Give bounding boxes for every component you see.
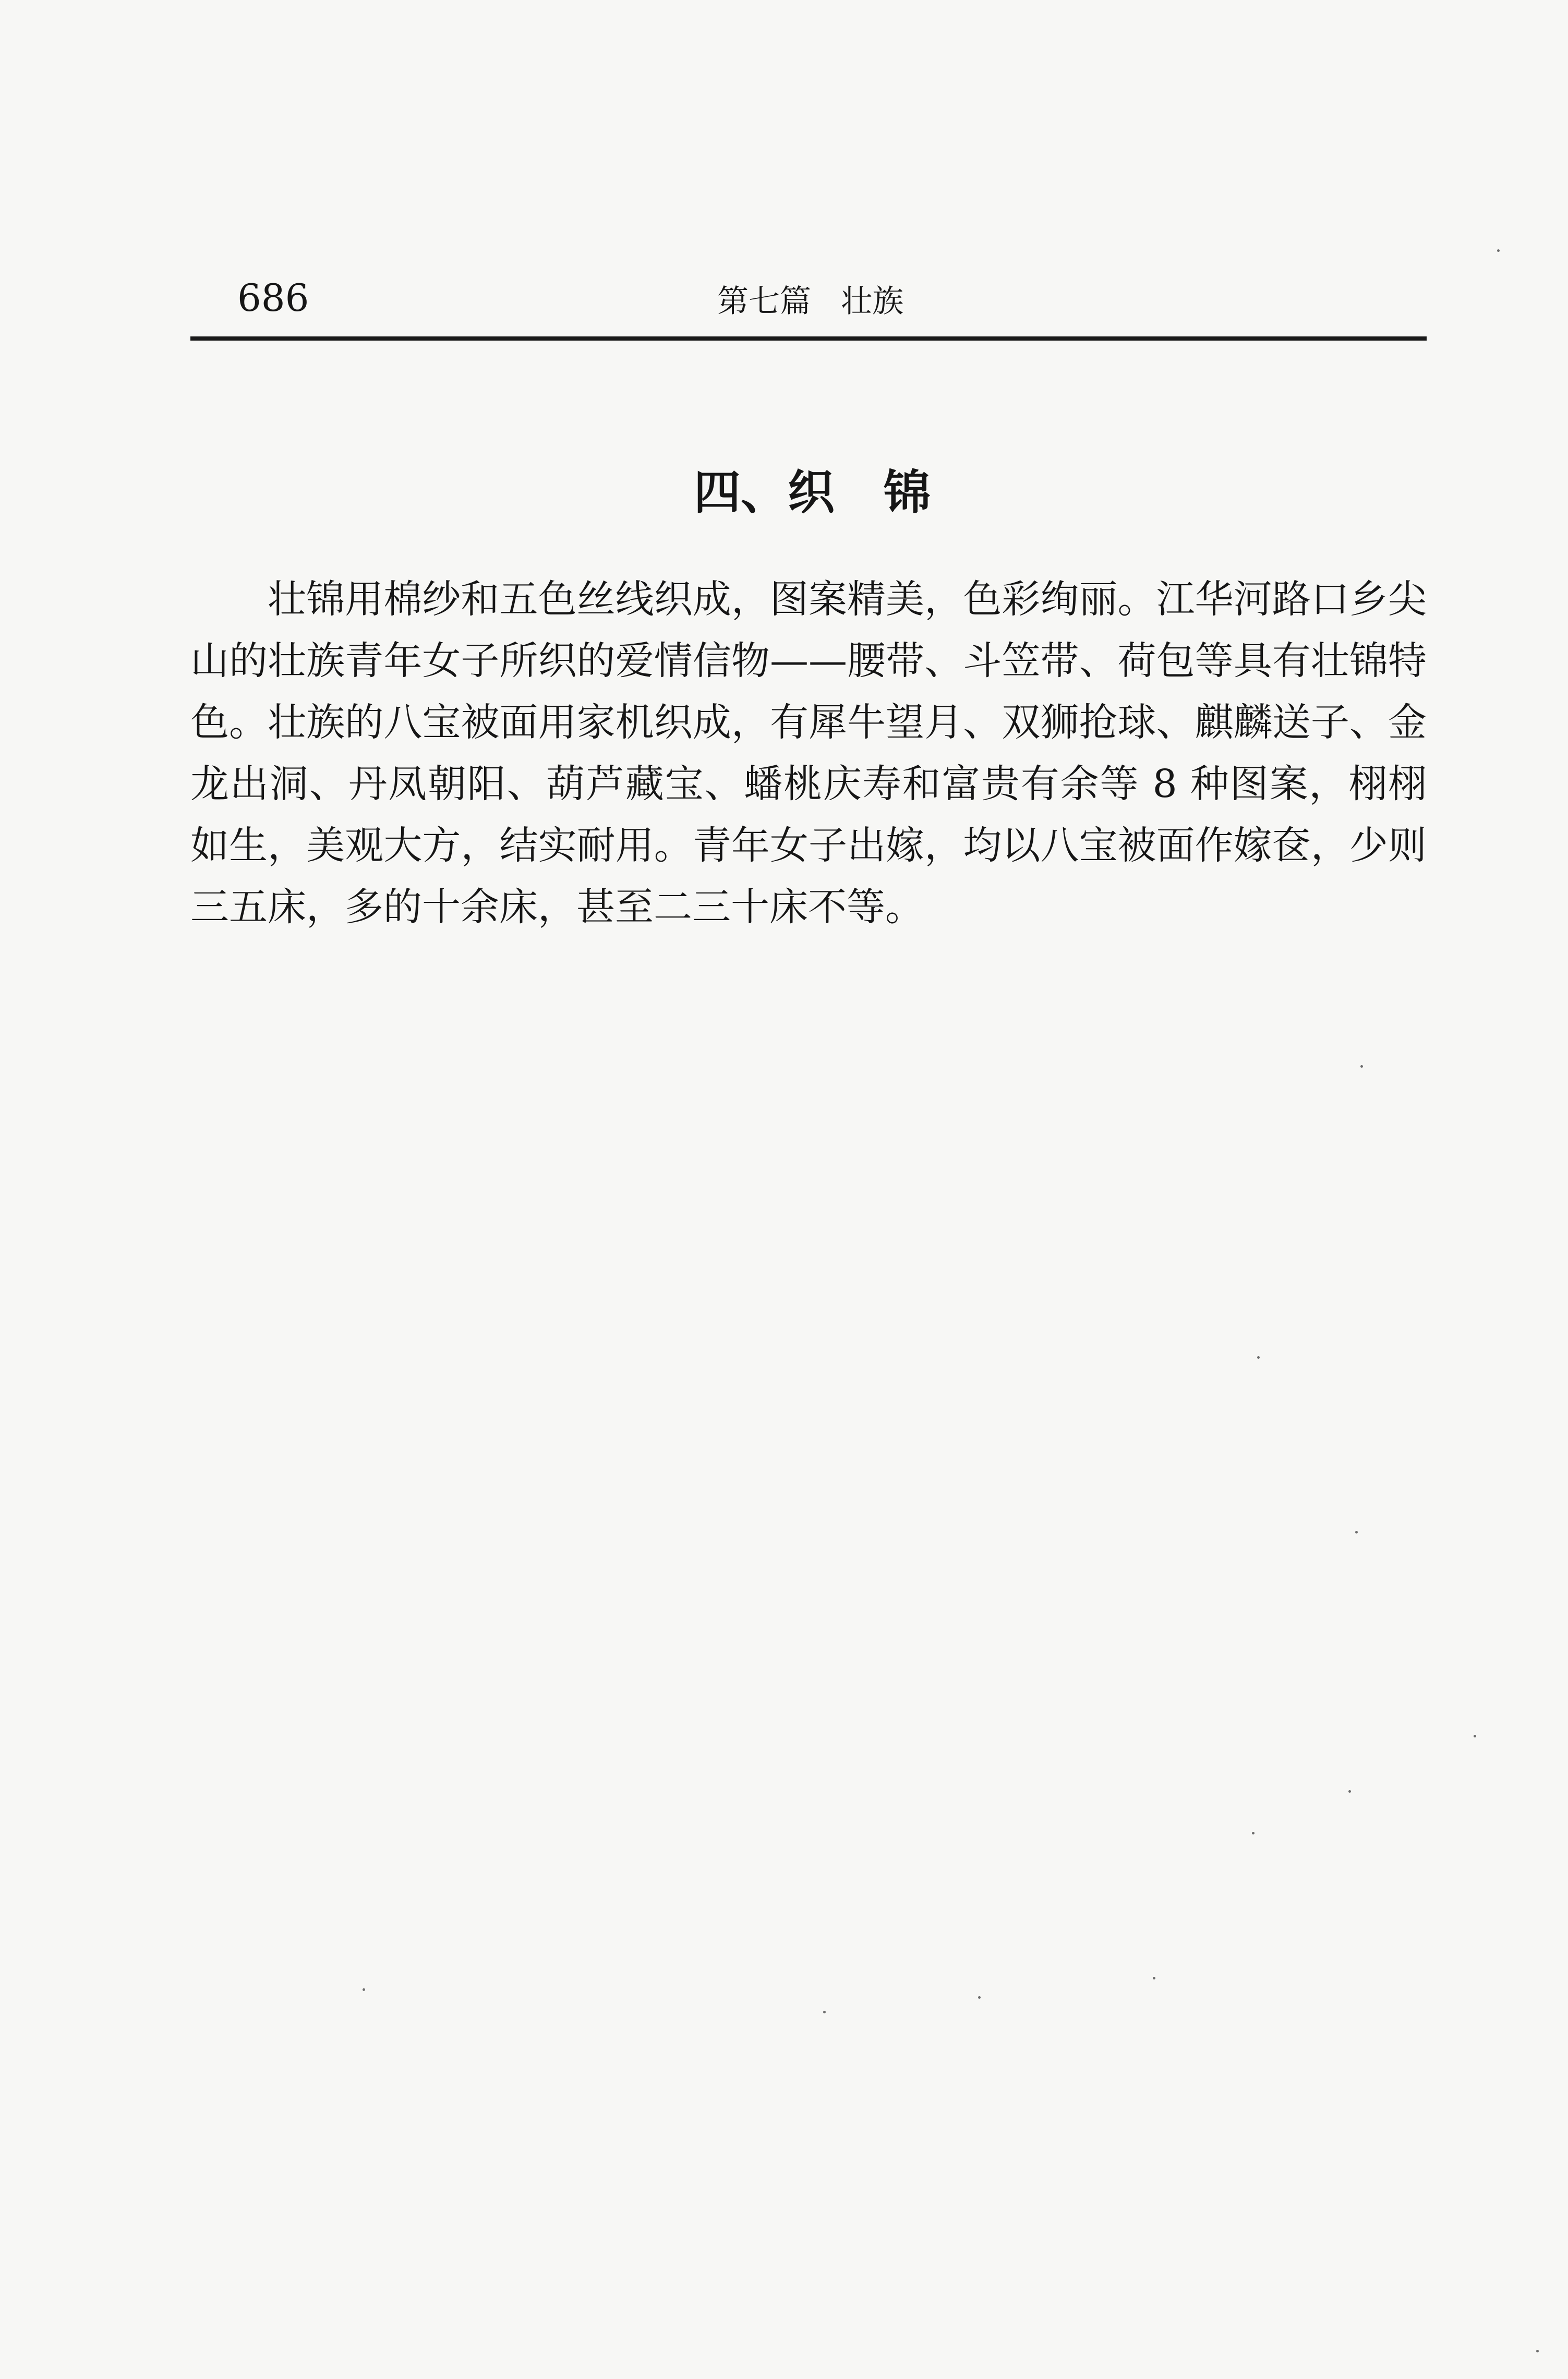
scan-speck (1497, 249, 1500, 252)
scan-speck (1474, 1735, 1476, 1737)
page-number: 686 (237, 276, 309, 320)
scan-speck (1355, 1531, 1358, 1533)
body-text (190, 569, 1427, 938)
running-head: 第七篇 壮族 (717, 283, 904, 320)
scan-speck (1252, 1832, 1255, 1834)
scan-speck (1257, 1356, 1260, 1359)
scan-speck (978, 1996, 981, 1999)
scan-speck (1153, 1977, 1155, 1979)
scan-speck (1348, 1790, 1351, 1793)
section-title: 四、织 锦 (694, 465, 931, 520)
header-rule (190, 336, 1427, 341)
scan-speck (363, 1988, 365, 1991)
scan-speck (1360, 1065, 1363, 1068)
body-paragraph: 壮锦用棉纱和五色丝线织成，图案精美，色彩绚丽。江华河路口乡尖山的壮族青年女子所织的爱情信物——腰带、斗笠带、荷包等具有壮锦特色。壮族的八宝被面用家机织成，有犀牛望月、双狮抢球、麒麟送子、金龙出洞、丹凤朝阳、葫芦藏宝、蟠桃庆寿和富贵有余等 8 种图案，栩栩如生，美观大方，结实耐用。青年女子出嫁，均以八宝被面作嫁奁，少则三五床，多的十余床，甚至二三十床不等。 (190, 577, 1427, 929)
scan-speck (1536, 2350, 1539, 2352)
scan-speck (823, 2011, 826, 2013)
